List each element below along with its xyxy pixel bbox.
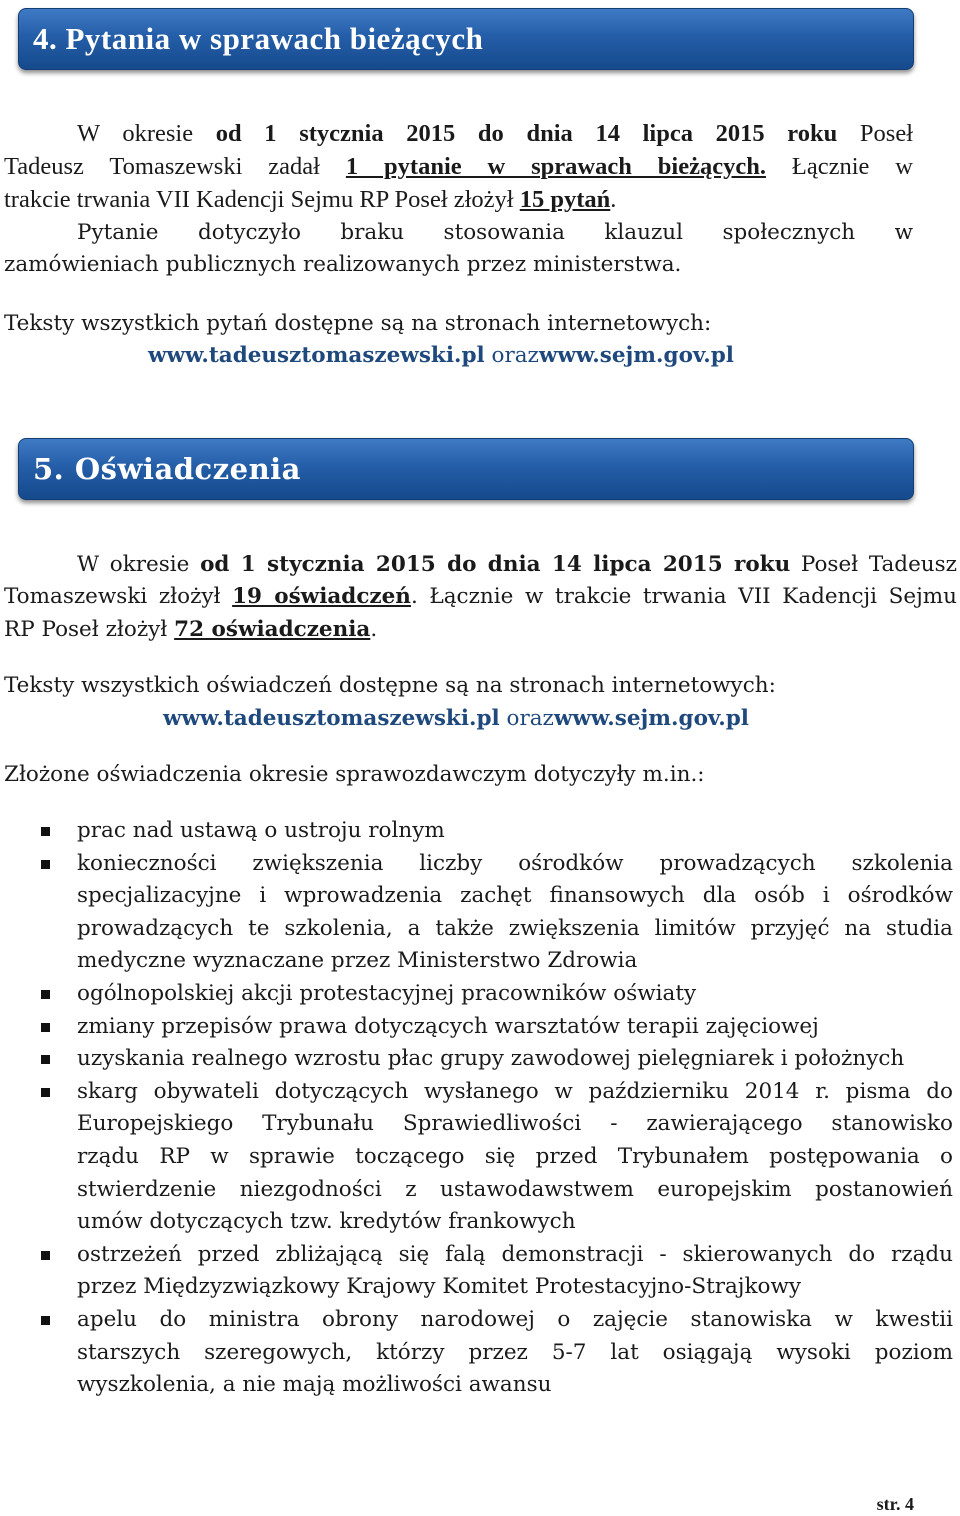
list-item-line: prac nad ustawą o ustroju rolnym — [77, 818, 445, 843]
list-item-line: starszych szeregowych, którzy przez 5-7 lat osiągają wysoki poziom — [77, 1339, 953, 1365]
list-item-line: zmiany przepisów prawa dotyczących warsztatów terapii zajęciowej — [77, 1013, 819, 1039]
bullet-icon — [41, 827, 50, 836]
s4-p1-line3: trakcie trwania VII Kadencji Sejmu RP Poseł złożył 15 pytań. — [4, 186, 617, 213]
list-item-line: apelu do ministra obrony narodowej o zajęcie stanowiska w kwestii — [77, 1307, 953, 1332]
s5-topics-intro: Złożone oświadczenia okresie sprawozdawczym dotyczyły m.in.: — [4, 762, 705, 787]
s4-p1-line2: Tadeusz Tomaszewski zadał 1 pytanie w sprawach bieżących. Łącznie w — [4, 153, 913, 180]
s4-p2-line1: Pytanie dotyczyło braku stosowania klauzul społecznych w — [77, 220, 913, 245]
list-item-line: rządu RP w sprawie toczącego się przed Trybunałem postępowania o — [77, 1144, 953, 1169]
link-sejm[interactable]: www.sejm.gov.pl — [538, 343, 734, 368]
bullet-icon — [41, 990, 50, 999]
bullet-icon — [41, 1088, 50, 1097]
list-item-line: skarg obywateli dotyczących wysłanego w październiku 2014 r. pisma do — [77, 1078, 953, 1104]
s4-p1-line1: W okresie od 1 stycznia 2015 do dnia 14 lipca 2015 roku Poseł — [77, 120, 914, 147]
link-tadeusztomaszewski[interactable]: www.tadeusztomaszewski.pl — [148, 343, 485, 368]
bullet-icon — [41, 1055, 50, 1064]
section-5-banner — [18, 438, 914, 500]
bullet-icon — [41, 1023, 50, 1032]
list-item-line: konieczności zwiększenia liczby ośrodków prowadzących szkolenia — [77, 850, 953, 876]
list-item-line: wyszkolenia, a nie mają możliwości awansu — [77, 1372, 552, 1398]
list-item-line: ogólnopolskiej akcji protestacyjnej pracowników oświaty — [77, 981, 697, 1006]
s5-p1-line1: W okresie od 1 stycznia 2015 do dnia 14 lipca 2015 roku Poseł Tadeusz — [77, 552, 958, 577]
link-tadeusztomaszewski[interactable]: www.tadeusztomaszewski.pl — [163, 706, 500, 731]
s4-links-intro: Teksty wszystkich pytań dostępne są na stronach internetowych: — [4, 311, 712, 336]
bullet-icon — [41, 860, 50, 869]
list-item-line: ostrzeżeń przed zbliżającą się falą demonstracji - skierowanych do rządu — [77, 1241, 953, 1267]
list-item-line: przez Międzyzwiązkowy Krajowy Komitet Protestacyjno-Strajkowy — [77, 1274, 801, 1300]
s4-links: www.tadeusztomaszewski.pl orazwww.sejm.gov.pl — [148, 343, 734, 368]
list-item-line: medyczne wyznaczane przez Ministerstwo Zdrowia — [77, 948, 638, 974]
page-number: str. 4 — [876, 1494, 914, 1514]
section-5-heading: 5. Oświadczenia — [33, 452, 301, 486]
section-4-banner — [18, 8, 914, 70]
list-item-line: Europejskiego Trybunału Sprawiedliwości - zawierającego stanowisko — [77, 1111, 953, 1137]
bullet-icon — [41, 1316, 50, 1325]
s5-links-intro: Teksty wszystkich oświadczeń dostępne są na stronach internetowych: — [4, 673, 776, 698]
s5-p1-line2: Tomaszewski złożył 19 oświadczeń. Łącznie w trakcie trwania VII Kadencji Sejmu — [4, 584, 957, 609]
list-item-line: stwierdzenie niezgodności z ustawodawstwem europejskim postanowień — [77, 1176, 953, 1202]
s5-links: www.tadeusztomaszewski.pl orazwww.sejm.gov.pl — [163, 706, 749, 731]
bullet-icon — [41, 1251, 50, 1260]
list-item-line: specjalizacyjne i wprowadzenia zachęt finansowych dla osób i ośrodków — [77, 883, 953, 909]
section-4-heading: 4. Pytania w sprawach bieżących — [33, 21, 484, 56]
s4-p2-line2: zamówieniach publicznych realizowanych przez ministerstwa. — [4, 252, 682, 277]
list-item-line: prowadzących te szkolenia, a także zwiększenia limitów przyjęć na studia — [77, 915, 953, 941]
list-item-line: umów dotyczących tzw. kredytów frankowych — [77, 1209, 576, 1235]
link-sejm[interactable]: www.sejm.gov.pl — [553, 706, 749, 731]
s5-p1-line3: RP Poseł złożył 72 oświadczenia. — [4, 617, 378, 642]
list-item-line: uzyskania realnego wzrostu płac grupy zawodowej pielęgniarek i położnych — [77, 1046, 905, 1072]
